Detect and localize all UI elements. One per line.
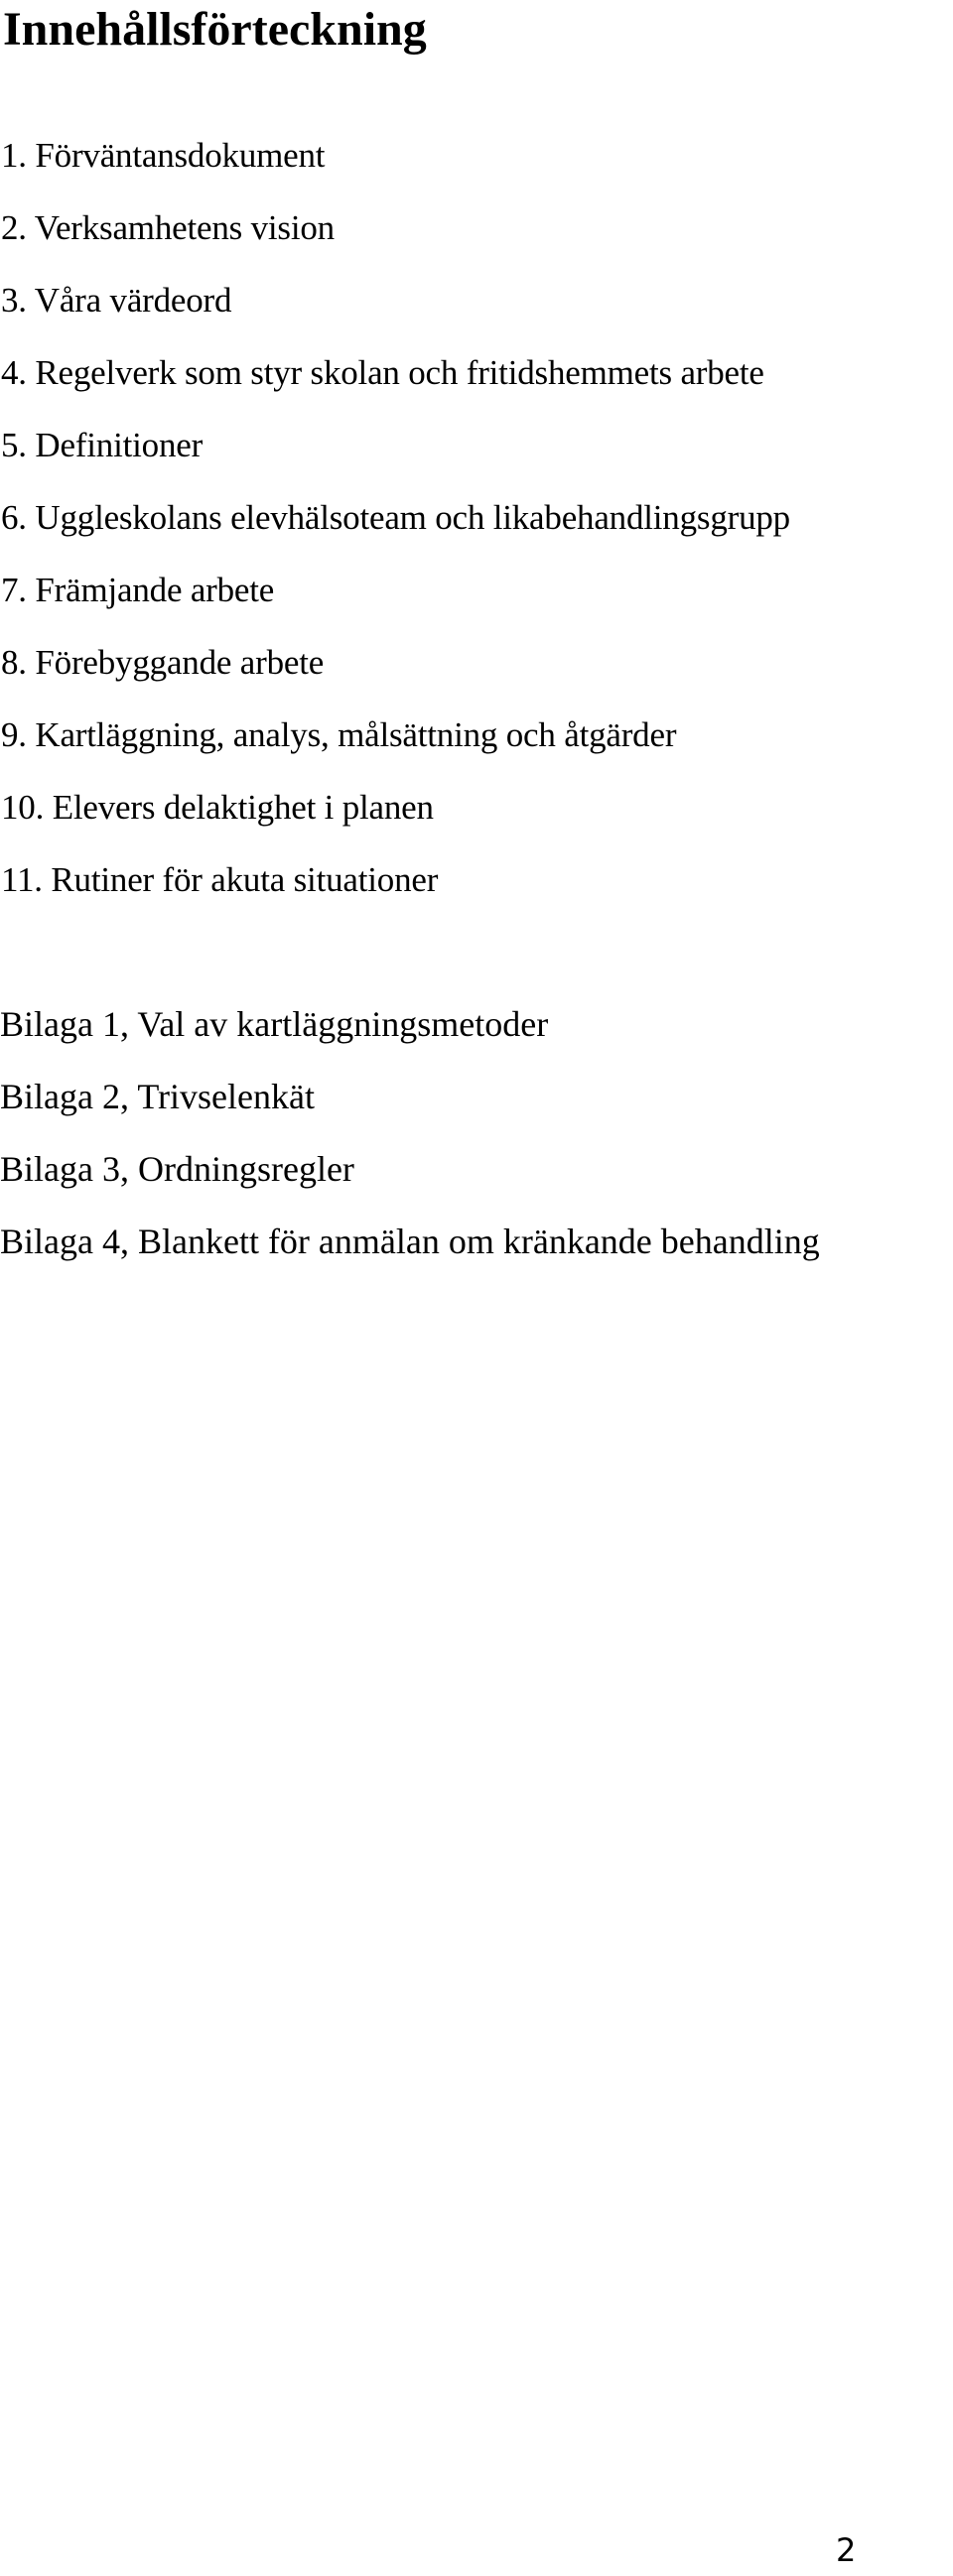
toc-item: 1. Förväntansdokument bbox=[1, 136, 326, 175]
toc-item: 2. Verksamhetens vision bbox=[1, 208, 335, 247]
toc-item: 8. Förebyggande arbete bbox=[1, 643, 325, 682]
page-number: 2 bbox=[836, 2531, 857, 2569]
toc-item: 6. Uggleskolans elevhälsoteam och likabehandlingsgrupp bbox=[1, 498, 790, 537]
toc-item: 9. Kartläggning, analys, målsättning och åtgärder bbox=[1, 715, 677, 754]
toc-item: 11. Rutiner för akuta situationer bbox=[1, 860, 439, 899]
toc-item: 7. Främjande arbete bbox=[1, 571, 275, 609]
page-title: Innehållsförteckning bbox=[3, 3, 427, 56]
toc-item: 3. Våra värdeord bbox=[1, 281, 232, 320]
table-of-contents bbox=[1, 119, 790, 916]
appendix-list bbox=[0, 988, 820, 1278]
appendix-item: Bilaga 4, Blankett för anmälan om kränkande behandling bbox=[0, 1222, 820, 1261]
appendix-item: Bilaga 1, Val av kartläggningsmetoder bbox=[0, 1004, 549, 1044]
appendix-item: Bilaga 3, Ordningsregler bbox=[0, 1149, 354, 1189]
toc-item: 10. Elevers delaktighet i planen bbox=[1, 788, 434, 827]
toc-item: 4. Regelverk som styr skolan och fritidshemmets arbete bbox=[1, 353, 764, 392]
toc-item: 5. Definitioner bbox=[1, 426, 204, 464]
appendix-item: Bilaga 2, Trivselenkät bbox=[0, 1077, 315, 1116]
